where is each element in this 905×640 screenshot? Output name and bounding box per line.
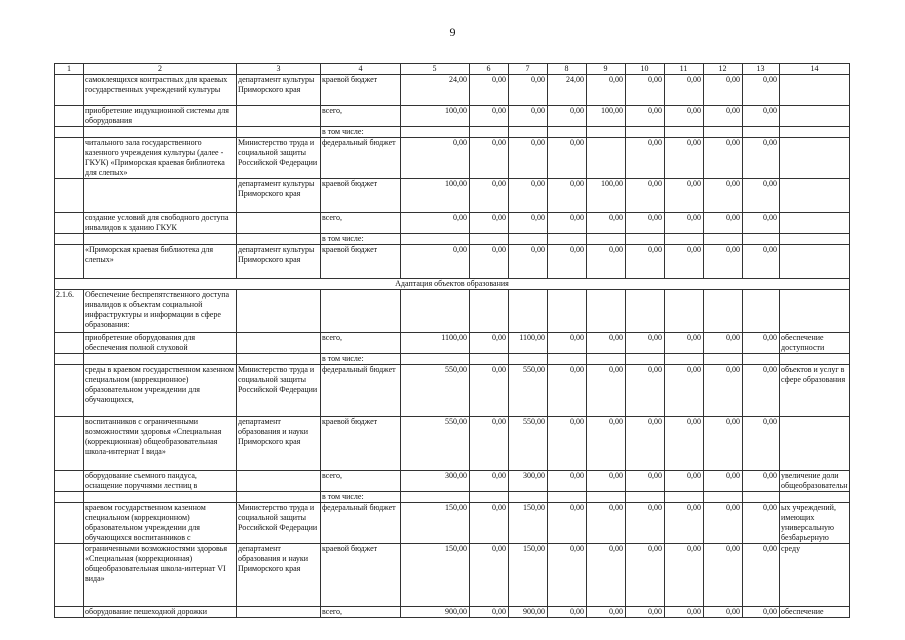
cell-col-5: 550,00 [401,417,470,471]
table-row [55,365,850,417]
cell-col-11: 11 [665,64,704,75]
cell-col-10: 0,00 [626,544,665,607]
cell-col-4: всего, [321,106,401,127]
cell-col-3: департамент культуры Приморского края [237,179,321,213]
cell-col-5: 150,00 [401,544,470,607]
cell-col-12 [704,492,743,503]
cell-col-7: 0,00 [509,106,548,127]
cell-col-14 [780,179,850,213]
table-row [55,75,850,106]
cell-col-4: в том числе: [321,234,401,245]
cell-col-4: краевой бюджет [321,75,401,106]
cell-col-13 [743,354,780,365]
table-row [55,544,850,607]
cell-col-6: 0,00 [470,365,509,417]
cell-col-8 [548,492,587,503]
cell-col-4 [321,290,401,333]
cell-col-5 [401,290,470,333]
cell-col-1 [55,234,84,245]
cell-col-4: федеральный бюджет [321,503,401,544]
cell-col-3 [237,492,321,503]
cell-col-11 [665,354,704,365]
cell-col-2: оборудование съемного пандуса, оснащение поручнями лестниц в [84,471,237,492]
cell-col-12: 0,00 [704,75,743,106]
cell-col-3 [237,127,321,138]
cell-col-10: 0,00 [626,213,665,234]
cell-col-8: 0,00 [548,333,587,354]
cell-col-7: 550,00 [509,365,548,417]
cell-col-1 [55,365,84,417]
cell-col-6: 0,00 [470,544,509,607]
cell-col-1 [55,138,84,179]
cell-col-12 [704,234,743,245]
cell-col-2: ограниченными возможностями здоровья «Специальная (коррекционная) общеобразовательная школа-интернат VI вида» [84,544,237,607]
cell-col-1 [55,179,84,213]
cell-col-6 [470,290,509,333]
cell-col-13: 0,00 [743,365,780,417]
cell-col-14 [780,417,850,471]
cell-col-13: 0,00 [743,333,780,354]
cell-col-3: департамент культуры Приморского края [237,245,321,279]
cell-col-4: в том числе: [321,354,401,365]
cell-col-3 [237,234,321,245]
cell-col-3: Министерство труда и социальной защиты Российской Федерации [237,365,321,417]
cell-col-8: 0,00 [548,607,587,618]
table-row [55,106,850,127]
cell-col-8: 0,00 [548,106,587,127]
cell-col-12: 0,00 [704,138,743,179]
cell-col-2: приобретение индукционной системы для оборудования [84,106,237,127]
cell-col-13 [743,290,780,333]
cell-col-5 [401,234,470,245]
cell-col-14: ых учреждений, имеющих универсальную безбарьерную [780,503,850,544]
cell-col-2: «Приморская краевая библиотека для слепых» [84,245,237,279]
cell-col-2: воспитанников с ограниченными возможностями здоровья «Специальная (коррекционная) общеобразовательная школа-интернат I вида» [84,417,237,471]
cell-col-1 [55,213,84,234]
cell-col-11 [665,234,704,245]
cell-col-11: 0,00 [665,333,704,354]
cell-col-5: 0,00 [401,245,470,279]
cell-col-4: в том числе: [321,492,401,503]
cell-col-9: 0,00 [587,75,626,106]
cell-col-5: 900,00 [401,607,470,618]
cell-col-7: 0,00 [509,179,548,213]
cell-col-14: среду [780,544,850,607]
section-item-number: 2.1.6. [55,290,84,333]
cell-col-5: 0,00 [401,213,470,234]
cell-col-7: 150,00 [509,544,548,607]
cell-col-8 [548,354,587,365]
cell-col-2: 2 [84,64,237,75]
cell-col-1 [55,127,84,138]
cell-col-12: 0,00 [704,106,743,127]
table-row [55,607,850,618]
cell-col-11: 0,00 [665,245,704,279]
cell-col-9: 9 [587,64,626,75]
table-row [55,138,850,179]
section-item-row [55,290,850,333]
cell-col-10: 0,00 [626,75,665,106]
cell-col-1 [55,245,84,279]
cell-col-12: 0,00 [704,179,743,213]
cell-col-14: обеспечение доступности [780,333,850,354]
header-row [55,64,850,75]
cell-col-4: всего, [321,333,401,354]
cell-col-10: 0,00 [626,106,665,127]
cell-col-13: 0,00 [743,503,780,544]
cell-col-7: 0,00 [509,75,548,106]
cell-col-4: всего, [321,213,401,234]
cell-col-3 [237,290,321,333]
cell-col-11 [665,290,704,333]
cell-col-4: в том числе: [321,127,401,138]
cell-col-3: Министерство труда и социальной защиты Российской Федерации [237,138,321,179]
cell-col-12 [704,354,743,365]
section-item-text: Обеспечение беспрепятственного доступа инвалидов к объектам социальной инфраструктуры и информации в сфере образования: [84,290,237,333]
cell-col-10 [626,127,665,138]
cell-col-9 [587,138,626,179]
table-row [55,417,850,471]
cell-col-9 [587,127,626,138]
cell-col-2: читального зала государственного казенного учреждения культуры (далее - ГКУК) «Приморская краевая библиотека для слепых» [84,138,237,179]
cell-col-1 [55,354,84,365]
cell-col-3: Министерство труда и социальной защиты Российской Федерации [237,503,321,544]
cell-col-1 [55,492,84,503]
cell-col-7: 900,00 [509,607,548,618]
cell-col-5: 0,00 [401,138,470,179]
cell-col-4: краевой бюджет [321,417,401,471]
cell-col-12: 0,00 [704,213,743,234]
cell-col-10: 0,00 [626,607,665,618]
cell-col-11: 0,00 [665,607,704,618]
cell-col-12: 0,00 [704,503,743,544]
cell-col-11: 0,00 [665,138,704,179]
cell-col-8 [548,234,587,245]
cell-col-2: самоклеящихся контрастных для краевых государственных учреждений культуры [84,75,237,106]
cell-col-11 [665,127,704,138]
cell-col-2 [84,179,237,213]
cell-col-6: 0,00 [470,503,509,544]
cell-col-4: 4 [321,64,401,75]
cell-col-1 [55,333,84,354]
cell-col-10: 0,00 [626,138,665,179]
cell-col-9 [587,234,626,245]
cell-col-6: 0,00 [470,607,509,618]
cell-col-6: 0,00 [470,333,509,354]
cell-col-3 [237,106,321,127]
cell-col-6: 0,00 [470,179,509,213]
cell-col-7: 300,00 [509,471,548,492]
cell-col-7 [509,290,548,333]
cell-col-11 [665,492,704,503]
cell-col-1: 1 [55,64,84,75]
cell-col-3 [237,354,321,365]
cell-col-14 [780,245,850,279]
cell-col-8 [548,127,587,138]
section-title-row [55,279,850,290]
cell-col-2 [84,127,237,138]
cell-col-6 [470,492,509,503]
cell-col-9: 100,00 [587,106,626,127]
cell-col-9: 0,00 [587,365,626,417]
cell-col-12: 0,00 [704,245,743,279]
cell-col-14 [780,138,850,179]
cell-col-1 [55,75,84,106]
cell-col-13: 0,00 [743,213,780,234]
cell-col-10: 0,00 [626,365,665,417]
cell-col-13: 0,00 [743,106,780,127]
cell-col-11: 0,00 [665,417,704,471]
cell-col-13: 0,00 [743,245,780,279]
cell-col-7: 150,00 [509,503,548,544]
cell-col-6: 0,00 [470,213,509,234]
cell-col-3 [237,471,321,492]
cell-col-5: 5 [401,64,470,75]
table-row [55,245,850,279]
cell-col-6: 0,00 [470,417,509,471]
cell-col-14 [780,492,850,503]
cell-col-13: 0,00 [743,179,780,213]
cell-col-11: 0,00 [665,471,704,492]
cell-col-11: 0,00 [665,213,704,234]
cell-col-8: 0,00 [548,471,587,492]
cell-col-13: 0,00 [743,544,780,607]
cell-col-13: 13 [743,64,780,75]
cell-col-5: 100,00 [401,106,470,127]
cell-col-7 [509,354,548,365]
cell-col-6: 0,00 [470,75,509,106]
cell-col-13: 0,00 [743,417,780,471]
cell-col-3 [237,333,321,354]
table-row [55,503,850,544]
cell-col-7 [509,234,548,245]
cell-col-1 [55,503,84,544]
cell-col-1 [55,106,84,127]
cell-col-6 [470,234,509,245]
cell-col-13: 0,00 [743,607,780,618]
cell-col-7: 0,00 [509,245,548,279]
table-row [55,333,850,354]
cell-col-2: создание условий для свободного доступа инвалидов к зданию ГКУК [84,213,237,234]
cell-col-7: 1100,00 [509,333,548,354]
cell-col-14 [780,213,850,234]
table-row [55,127,850,138]
cell-col-5: 1100,00 [401,333,470,354]
cell-col-7: 7 [509,64,548,75]
cell-col-5 [401,127,470,138]
cell-col-3: департамент образования и науки Приморского края [237,417,321,471]
cell-col-6: 0,00 [470,471,509,492]
cell-col-7 [509,127,548,138]
cell-col-6 [470,127,509,138]
cell-col-11: 0,00 [665,544,704,607]
cell-col-8: 8 [548,64,587,75]
cell-col-11: 0,00 [665,106,704,127]
cell-col-2 [84,234,237,245]
cell-col-2: среды в краевом государственном казенном специальном (коррекционное) образовательном учреждении для обучающихся, [84,365,237,417]
cell-col-8 [548,290,587,333]
cell-col-7: 550,00 [509,417,548,471]
cell-col-14: увеличение доли общеобразовательн [781,471,848,490]
cell-col-5 [401,492,470,503]
cell-col-10: 10 [626,64,665,75]
cell-col-10: 0,00 [626,179,665,213]
cell-col-4: всего, [321,471,401,492]
table-row [55,179,850,213]
cell-col-1 [55,471,84,492]
cell-col-6: 0,00 [470,106,509,127]
cell-col-9: 0,00 [587,417,626,471]
cell-col-9: 100,00 [587,179,626,213]
cell-col-1 [55,544,84,607]
cell-col-5: 550,00 [401,365,470,417]
cell-col-9: 0,00 [587,213,626,234]
cell-col-10: 0,00 [626,333,665,354]
cell-col-4: федеральный бюджет [321,138,401,179]
cell-col-9: 0,00 [587,333,626,354]
cell-col-13 [743,492,780,503]
cell-col-11: 0,00 [665,365,704,417]
cell-col-8: 0,00 [548,365,587,417]
cell-col-12: 0,00 [704,607,743,618]
cell-col-2 [84,492,237,503]
cell-col-1 [55,607,84,618]
cell-col-9: 0,00 [587,245,626,279]
cell-col-10: 0,00 [626,417,665,471]
cell-col-9 [587,290,626,333]
cell-col-10: 0,00 [626,471,665,492]
cell-col-9: 0,00 [587,471,626,492]
cell-col-14 [780,290,850,333]
cell-col-10: 0,00 [626,245,665,279]
cell-col-10 [626,492,665,503]
cell-col-3 [237,213,321,234]
cell-col-12: 0,00 [704,471,743,492]
table-row [55,492,850,503]
cell-col-2: краевом государственном казенном специальном (коррекционном) образовательном учреждении для обучающихся воспитанников с [84,503,237,544]
cell-col-13: 0,00 [743,75,780,106]
cell-col-8: 0,00 [548,245,587,279]
cell-col-12 [704,290,743,333]
cell-col-5: 24,00 [401,75,470,106]
cell-col-8: 0,00 [548,417,587,471]
cell-col-14: обеспечение [780,607,850,618]
cell-col-5: 100,00 [401,179,470,213]
cell-col-2 [84,354,237,365]
cell-col-5: 300,00 [401,471,470,492]
cell-col-13: 0,00 [743,471,780,492]
table-row [55,213,850,234]
cell-col-11: 0,00 [665,503,704,544]
cell-col-6: 0,00 [470,138,509,179]
cell-col-8: 0,00 [548,213,587,234]
cell-col-2: оборудование пешеходной дорожки [84,607,237,618]
cell-col-13 [743,234,780,245]
cell-col-6 [470,354,509,365]
cell-col-8: 0,00 [548,544,587,607]
cell-col-3: департамент культуры Приморского края [237,75,321,106]
budget-table [54,63,850,618]
cell-col-14 [780,106,850,127]
cell-col-12: 0,00 [704,544,743,607]
cell-col-9 [587,492,626,503]
cell-col-11: 0,00 [665,75,704,106]
cell-col-10: 0,00 [626,503,665,544]
cell-col-14 [780,234,850,245]
cell-col-9: 0,00 [587,503,626,544]
cell-col-12: 0,00 [704,365,743,417]
cell-col-10 [626,290,665,333]
cell-col-13 [743,127,780,138]
table-row [55,234,850,245]
cell-col-13: 0,00 [743,138,780,179]
table-row [55,354,850,365]
cell-col-2: приобретение оборудования для обеспечения полной слуховой [84,333,237,354]
cell-col-6: 6 [470,64,509,75]
cell-col-4: краевой бюджет [321,245,401,279]
cell-col-5 [401,354,470,365]
cell-col-12: 0,00 [704,333,743,354]
section-title: Адаптация объектов образования [55,279,850,290]
cell-col-7: 0,00 [509,213,548,234]
cell-col-10 [626,354,665,365]
cell-col-4: краевой бюджет [321,544,401,607]
cell-col-14: объектов и услуг в сфере образования [780,365,850,417]
cell-col-5: 150,00 [401,503,470,544]
cell-col-8: 24,00 [548,75,587,106]
cell-col-6: 0,00 [470,245,509,279]
cell-col-9 [587,354,626,365]
cell-col-8: 0,00 [548,179,587,213]
cell-col-8: 0,00 [548,138,587,179]
cell-col-12: 12 [704,64,743,75]
cell-col-14 [780,127,850,138]
cell-col-4: всего, [321,607,401,618]
cell-col-3: 3 [237,64,321,75]
cell-col-1 [55,417,84,471]
cell-col-3: департамент образования и науки Приморского края [237,544,321,607]
cell-col-4: федеральный бюджет [321,365,401,417]
cell-col-14 [780,354,850,365]
cell-col-12 [704,127,743,138]
page-number: 9 [449,25,456,39]
cell-col-11: 0,00 [665,179,704,213]
cell-col-9: 0,00 [587,544,626,607]
cell-col-3 [237,607,321,618]
cell-col-14: 14 [780,64,850,75]
cell-col-4: краевой бюджет [321,179,401,213]
cell-col-14 [780,75,850,106]
cell-col-7: 0,00 [509,138,548,179]
cell-col-12: 0,00 [704,417,743,471]
cell-col-7 [509,492,548,503]
table-row [55,471,850,492]
cell-col-9: 0,00 [587,607,626,618]
cell-col-10 [626,234,665,245]
cell-col-8: 0,00 [548,503,587,544]
